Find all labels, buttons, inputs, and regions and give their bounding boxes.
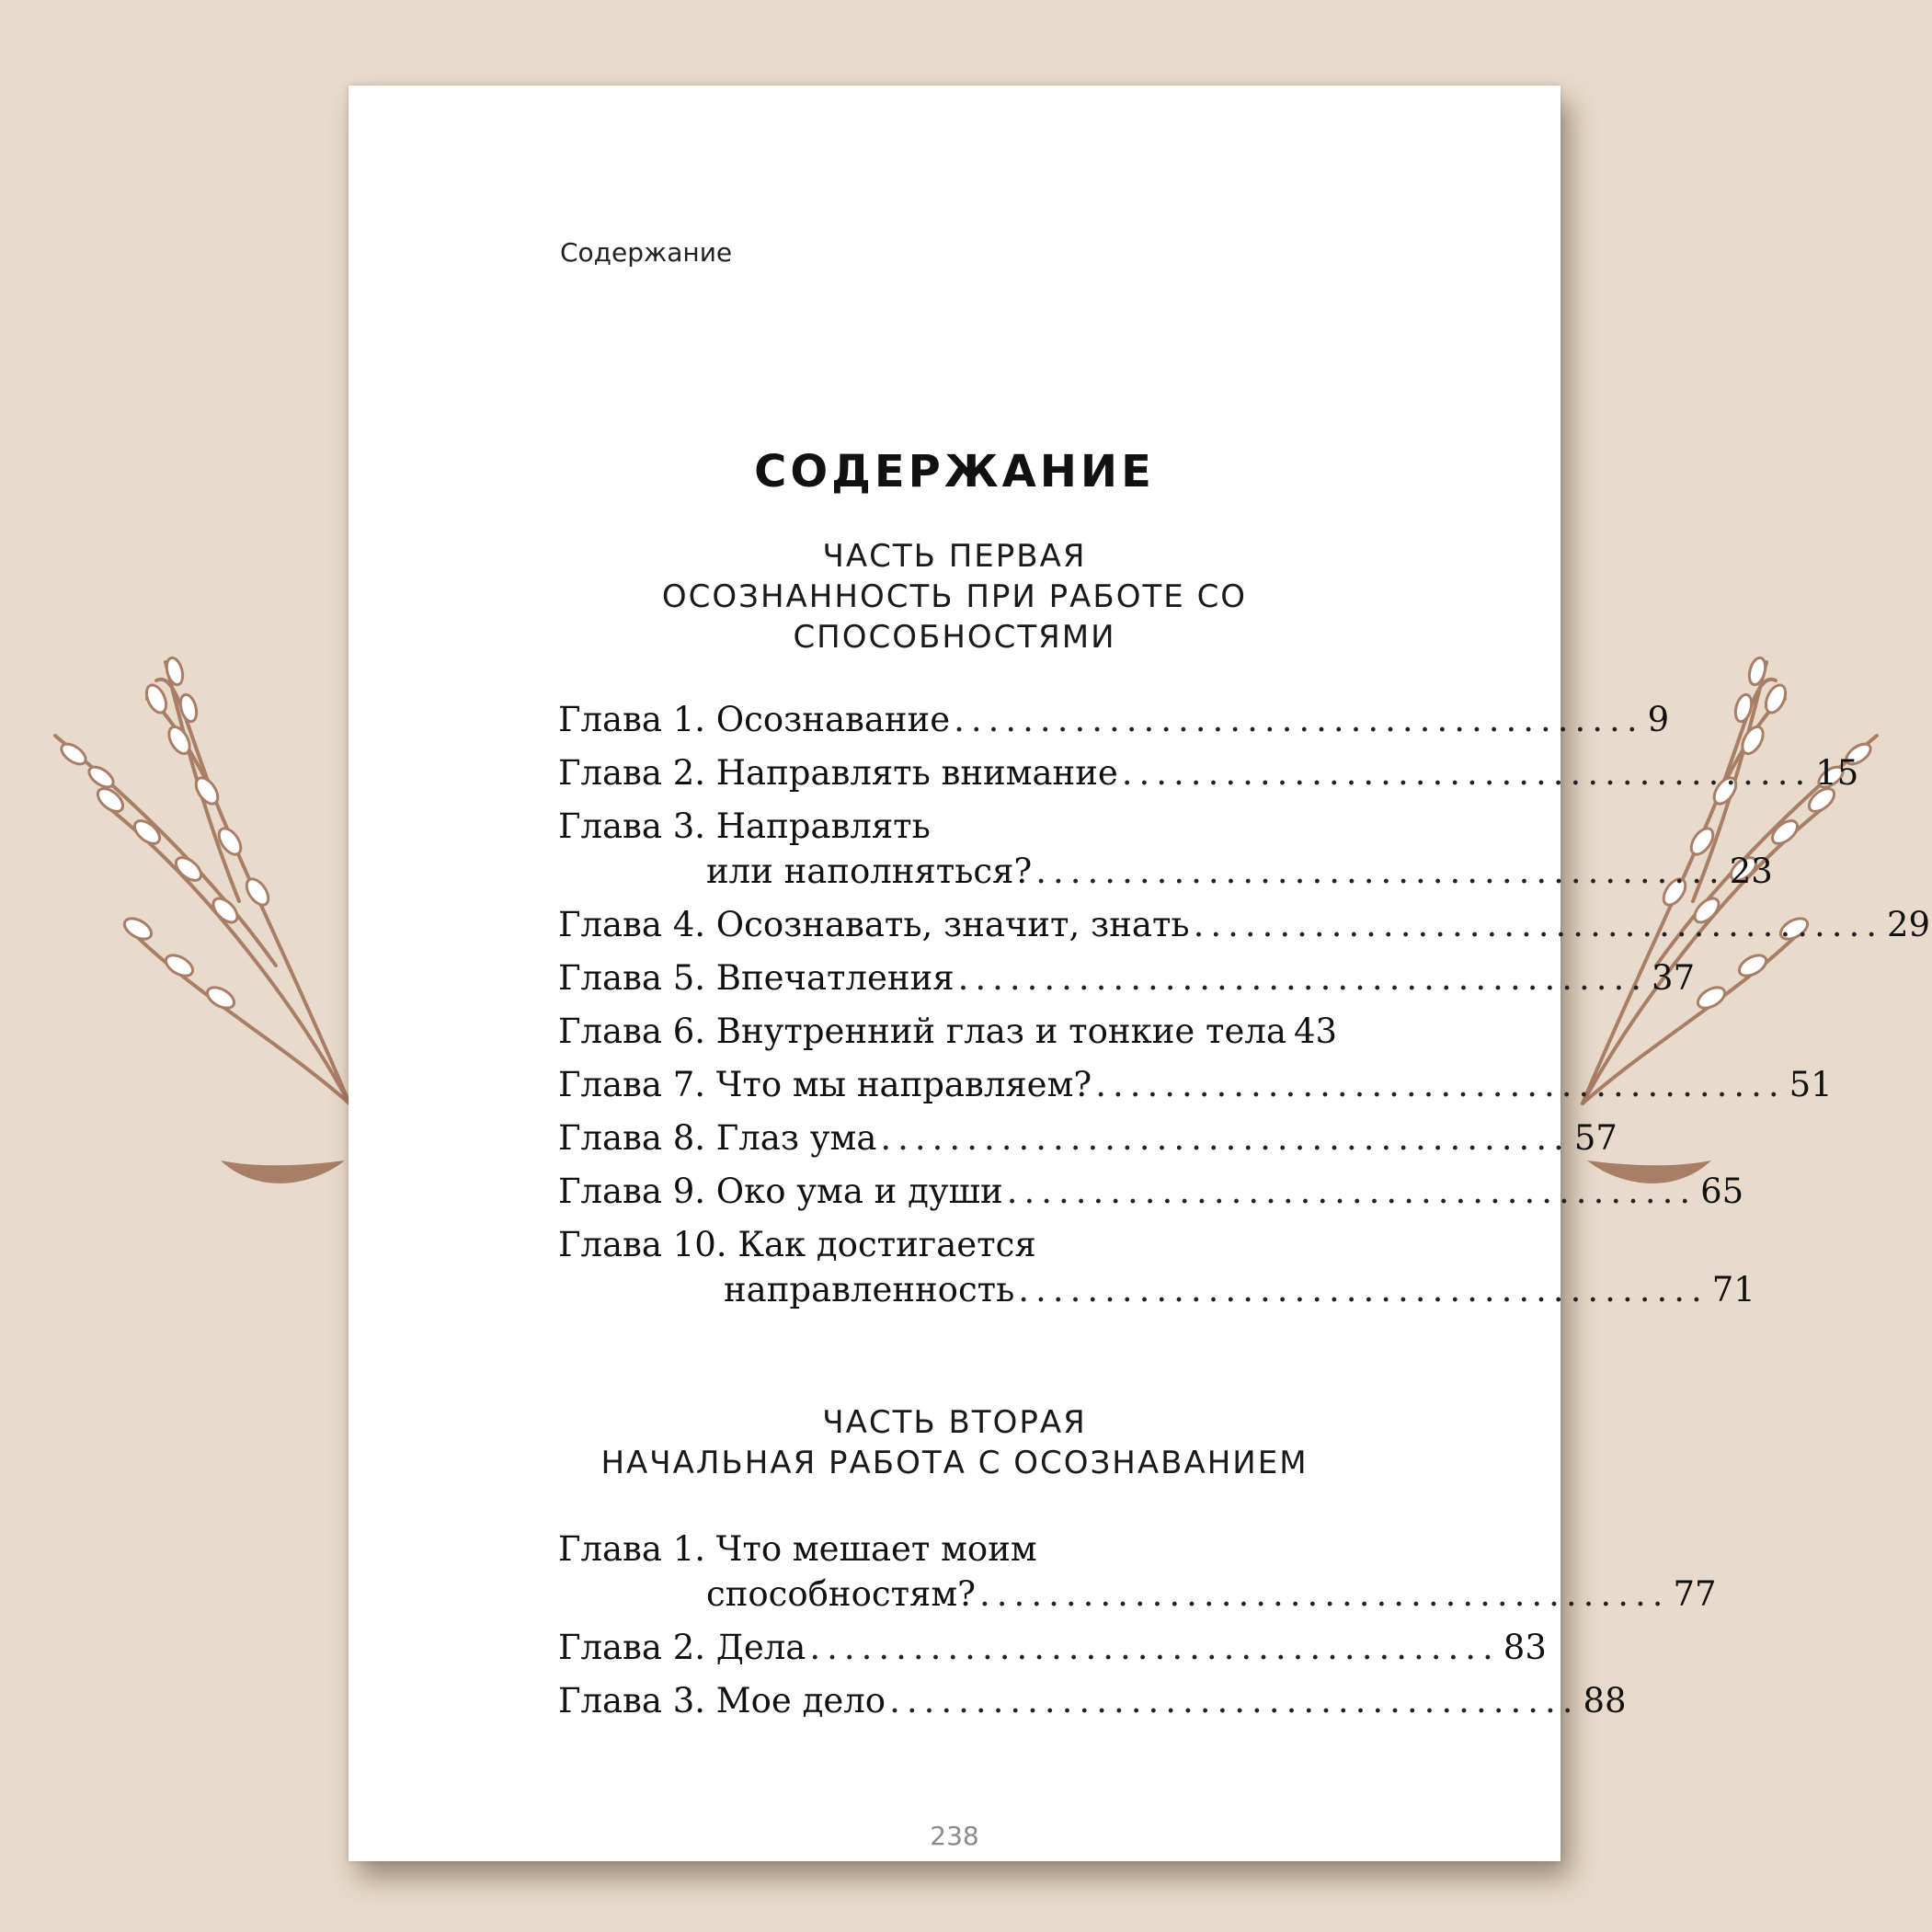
- page-number: 83: [1503, 1628, 1547, 1667]
- chapter-title: Глава 6. Внутренний глаз и тонкие тела: [558, 1012, 1286, 1051]
- toc-entry-continuation: [558, 1270, 1755, 1309]
- willow-branch-icon: [55, 656, 349, 1183]
- dot-leader: ........................................: [1121, 753, 1812, 793]
- toc-entry: [558, 1172, 1744, 1211]
- toc-item[interactable]: [558, 958, 1696, 1012]
- dot-leader: ........................................: [979, 1574, 1670, 1614]
- chapter-title: Глава 9. Око ума и души: [558, 1172, 1003, 1211]
- toc-entry: [558, 1628, 1547, 1667]
- toc-item[interactable]: [558, 806, 1773, 905]
- page-number: 65: [1700, 1172, 1744, 1211]
- toc-entry: [558, 1012, 1338, 1051]
- toc-entry: [558, 905, 1931, 944]
- toc-item[interactable]: [558, 1012, 1338, 1065]
- chapter-title-continuation: направленность: [724, 1270, 1015, 1309]
- part-heading-line: ЧАСТЬ ВТОРАЯ: [822, 1404, 1087, 1441]
- dot-leader: ........................................: [1006, 1172, 1698, 1211]
- dot-leader: ........................................: [880, 1118, 1571, 1158]
- chapter-title: Глава 2. Дела: [558, 1628, 806, 1667]
- running-head: Содержание: [560, 237, 733, 268]
- page-number: 77: [1673, 1574, 1717, 1614]
- toc-entry-continuation: [558, 1574, 1717, 1614]
- toc-entry: [558, 700, 1670, 739]
- page-number: 88: [1583, 1681, 1627, 1721]
- chapter-title: Глава 7. Что мы направляем?: [558, 1065, 1092, 1104]
- toc-item[interactable]: [558, 1118, 1618, 1172]
- dot-leader: ........................................: [1095, 1065, 1786, 1104]
- chapter-title: Глава 3. Направлять: [558, 806, 931, 846]
- chapter-title: Глава 3. Мое дело: [558, 1681, 886, 1721]
- chapter-title: Глава 8. Глаз ума: [558, 1118, 877, 1158]
- part-heading-line: НАЧАЛЬНАЯ РАБОТА С ОСОЗНАВАНИЕМ: [600, 1445, 1309, 1481]
- page-number-footer: 238: [930, 1821, 979, 1851]
- dot-leader: ........................................: [1035, 852, 1726, 891]
- page-number: 57: [1573, 1118, 1618, 1158]
- toc-item[interactable]: [558, 1172, 1744, 1225]
- toc-entry: [558, 806, 1294, 852]
- dot-leader: ........................................: [889, 1681, 1580, 1721]
- toc-item[interactable]: [558, 1681, 1627, 1734]
- dot-leader: ........................................: [1193, 905, 1884, 944]
- page-number: 43: [1293, 1012, 1338, 1051]
- chapter-title: Глава 1. Осознавание: [558, 700, 951, 739]
- page-number: 29: [1887, 905, 1931, 944]
- chapter-title-continuation: или наполняться?: [706, 852, 1033, 891]
- toc-item[interactable]: [558, 753, 1859, 806]
- page-title: СОДЕРЖАНИЕ: [754, 446, 1155, 497]
- page-number: 37: [1652, 958, 1696, 998]
- toc-entry: [558, 958, 1696, 998]
- toc-entry: [558, 1225, 1294, 1270]
- page-number: 9: [1647, 700, 1670, 739]
- chapter-title: Глава 5. Впечатления: [558, 958, 955, 998]
- toc-entry-continuation: [558, 852, 1773, 891]
- part-heading-line: ОСОЗНАННОСТЬ ПРИ РАБОТЕ СО: [661, 578, 1248, 615]
- toc-item[interactable]: [558, 1529, 1717, 1628]
- chapter-title: Глава 10. Как достигается: [558, 1225, 1036, 1264]
- dot-leader: ........................................: [954, 700, 1644, 739]
- toc-entry: [558, 1681, 1627, 1721]
- part-one-heading: [349, 536, 1560, 657]
- toc-entry: [558, 1118, 1618, 1158]
- page-number: 23: [1729, 852, 1773, 891]
- toc-item[interactable]: [558, 1628, 1547, 1681]
- toc-entry: [558, 1529, 1294, 1574]
- toc-item[interactable]: [558, 905, 1931, 958]
- book-page: [349, 86, 1931, 1861]
- page-number: 51: [1789, 1065, 1833, 1104]
- toc-entry: [558, 1065, 1833, 1104]
- dot-leader: ........................................: [809, 1628, 1500, 1667]
- part-heading-line: ЧАСТЬ ПЕРВАЯ: [822, 538, 1087, 575]
- toc-entry: [558, 753, 1859, 793]
- part-one-toc: [558, 700, 1931, 1323]
- part-heading-line: СПОСОБНОСТЯМИ: [793, 619, 1116, 656]
- chapter-title: Глава 2. Направлять внимание: [558, 753, 1118, 793]
- chapter-title-continuation: способностям?: [706, 1574, 977, 1614]
- part-two-heading: [349, 1402, 1560, 1483]
- dot-leader: ........................................: [957, 958, 1649, 998]
- chapter-title: Глава 1. Что мешает моим: [558, 1529, 1037, 1569]
- toc-item[interactable]: [558, 1225, 1755, 1323]
- toc-item[interactable]: [558, 700, 1670, 753]
- chapter-title: Глава 4. Осознавать, значит, знать: [558, 905, 1190, 944]
- page-number: 71: [1711, 1270, 1755, 1309]
- part-two-toc: [558, 1529, 1717, 1734]
- toc-item[interactable]: [558, 1065, 1833, 1118]
- dot-leader: ........................................: [1018, 1270, 1709, 1309]
- page-number: 15: [1815, 753, 1859, 793]
